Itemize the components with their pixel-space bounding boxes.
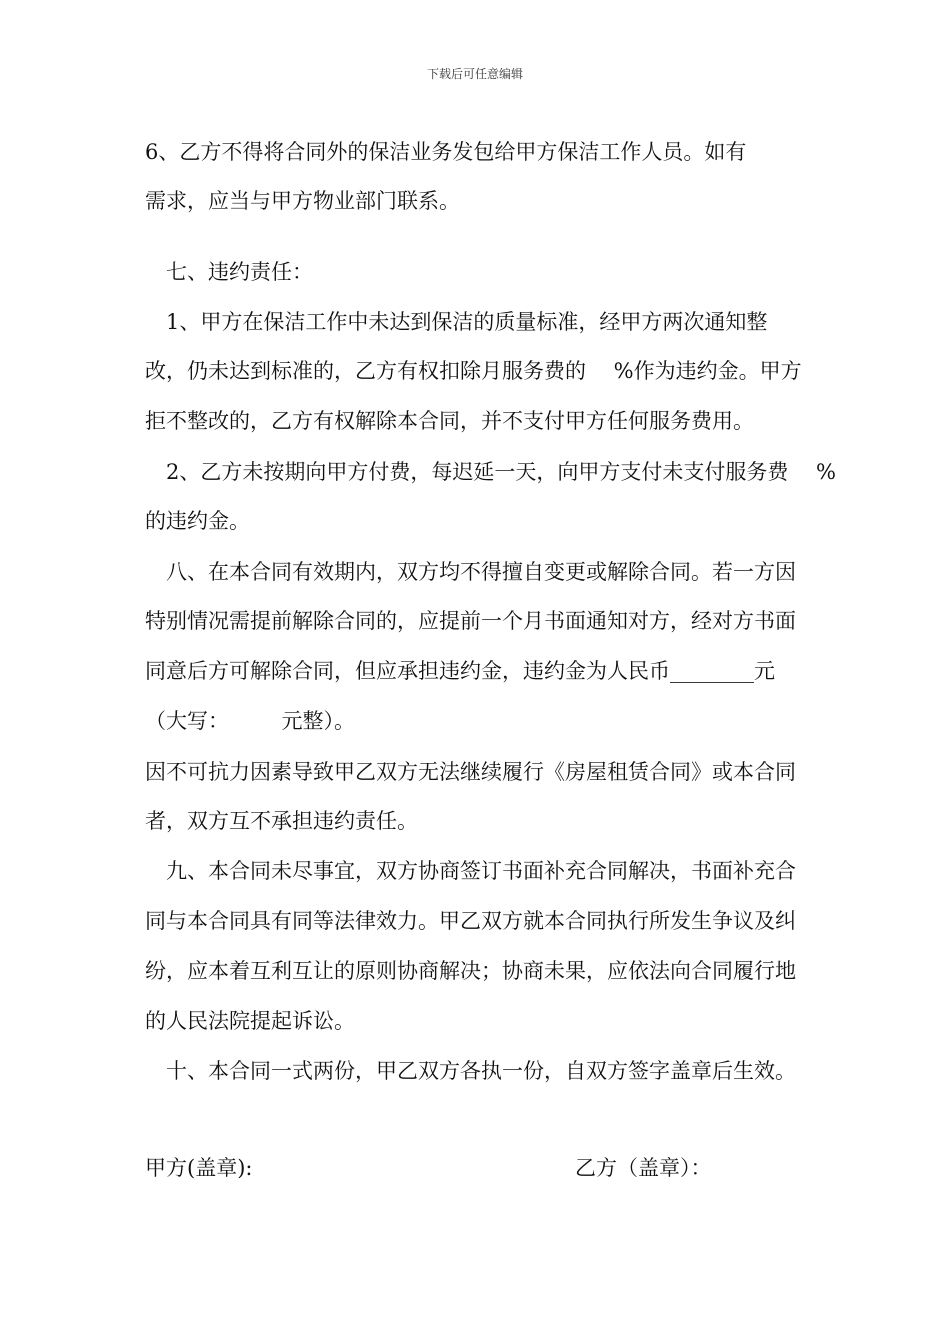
section-8-line-1: 八、在本合同有效期内，双方均不得擅自变更或解除合同。若一方因	[145, 560, 796, 584]
clause-7-2-line-2: 的违约金。	[145, 509, 250, 533]
section-8-line-4: （大写： 元整）。	[145, 709, 355, 733]
section-8-line-3: 同意后方可解除合同，但应承担违约金，违约金为人民币________元	[145, 659, 775, 683]
party-a-signature-label: 甲方(盖章):	[145, 1156, 253, 1180]
section-8-line-2: 特别情况需提前解除合同的，应提前一个月书面通知对方，经对方书面	[145, 609, 796, 633]
section-7-heading: 七、违约责任：	[145, 260, 313, 284]
section-9-line-1: 九、本合同未尽事宜，双方协商签订书面补充合同解决，书面补充合	[145, 859, 796, 883]
clause-6-line-2: 需求，应当与甲方物业部门联系。	[145, 189, 460, 213]
clause-7-1-line-3: 拒不整改的，乙方有权解除本合同，并不支付甲方任何服务费用。	[145, 409, 754, 433]
party-b-signature-label: 乙方（盖章）：	[575, 1156, 712, 1180]
clause-7-1-line-2: 改，仍未达到标准的，乙方有权扣除月服务费的 %作为违约金。甲方	[145, 359, 802, 383]
section-9-line-3: 纷，应本着互利互让的原则协商解决；协商未果，应依法向合同履行地	[145, 959, 796, 983]
clause-7-2-line-1: 2、乙方未按期向甲方付费，每迟延一天，向甲方支付未支付服务费 %	[145, 460, 836, 484]
section-9-line-2: 同与本合同具有同等法律效力。甲乙双方就本合同执行所发生争议及纠	[145, 909, 796, 933]
clause-6-line-1: 6、乙方不得将合同外的保洁业务发包给甲方保洁工作人员。如有	[145, 140, 747, 164]
force-majeure-line-1: 因不可抗力因素导致甲乙双方无法继续履行《房屋租赁合同》或本合同	[145, 760, 796, 784]
section-9-line-4: 的人民法院提起诉讼。	[145, 1009, 355, 1033]
page-header-note: 下载后可任意编辑	[426, 67, 523, 81]
force-majeure-line-2: 者，双方互不承担违约责任。	[145, 809, 418, 833]
clause-7-1-line-1: 1、甲方在保洁工作中未达到保洁的质量标准，经甲方两次通知整	[145, 310, 768, 334]
section-10-line-1: 十、本合同一式两份，甲乙双方各执一份，自双方签字盖章后生效。	[145, 1059, 796, 1083]
